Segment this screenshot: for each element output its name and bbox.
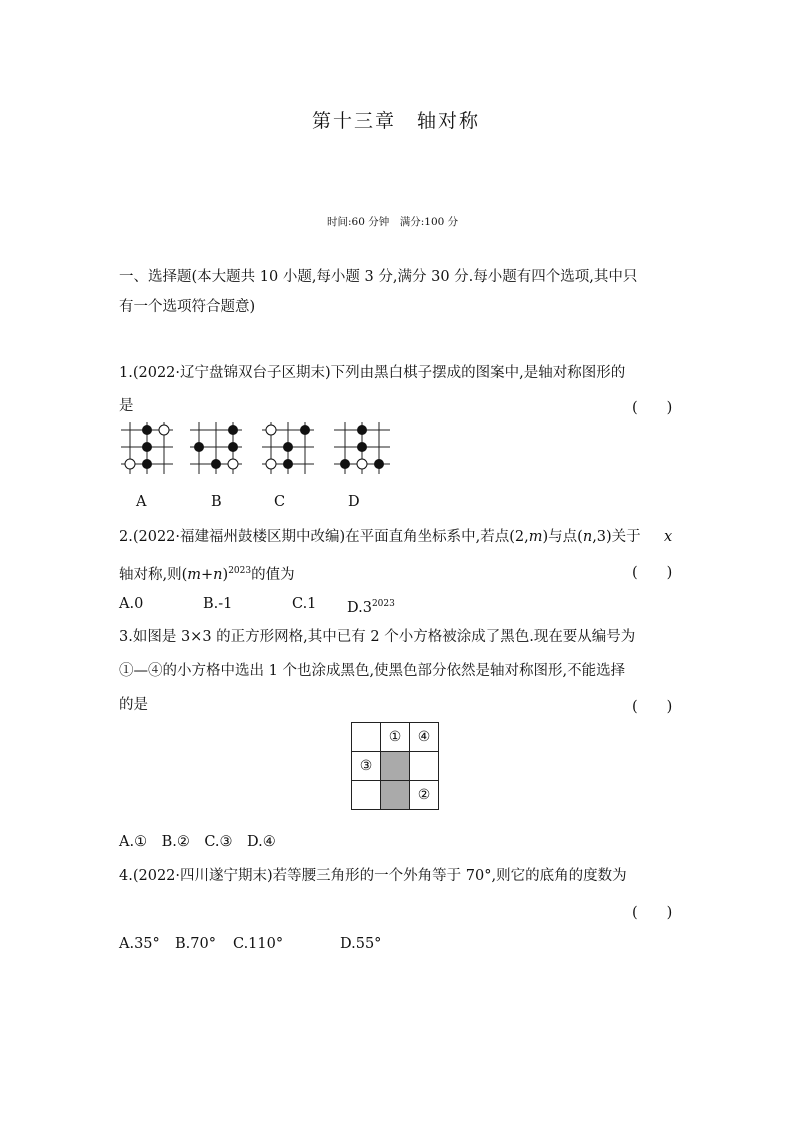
q3-stem-line3: 的是 — [119, 697, 148, 713]
grid-cell-3: ③ — [352, 752, 381, 781]
q4-option-a: A.35° — [119, 936, 160, 952]
q3-options: A.① B.② C.③ D.④ — [119, 834, 276, 850]
q2-option-d: $D.3^{2023}$ — [347, 599, 395, 616]
q3-stem-line1: 3.如图是 3×3 的正方形网格,其中已有 2 个小方格被涂成了黑色.现在要从编号为 — [119, 629, 636, 645]
q1-option-b-label: B — [211, 494, 222, 510]
q1-answer-blank: ( ) — [632, 400, 673, 416]
q2-variable-x: x — [664, 529, 673, 545]
time-score-info: 时间:60 分钟 满分:100 分 — [327, 216, 459, 228]
grid-cell — [352, 781, 381, 810]
section-heading-line1: 一、选择题(本大题共 10 小题,每小题 3 分,满分 30 分.每小题有四个选项,其中只 — [119, 269, 638, 285]
grid-cell-shaded — [381, 781, 410, 810]
q4-option-b: B.70° — [175, 936, 216, 952]
q2-stem-line2: 轴对称,则$(m+n)^{2023}$的值为 — [119, 566, 295, 583]
q2-answer-blank: ( ) — [632, 565, 673, 581]
section-heading-line2: 有一个选项符合题意) — [119, 299, 256, 315]
q1-option-d-figure — [332, 420, 392, 476]
grid-cell-4: ④ — [410, 723, 439, 752]
grid-cell-1: ① — [381, 723, 410, 752]
q4-option-c: C.110° — [233, 936, 284, 952]
q1-option-c-label: C — [274, 494, 286, 510]
grid-cell-shaded — [381, 752, 410, 781]
q3-stem-line2: ①—④的小方格中选出 1 个也涂成黑色,使黑色部分依然是轴对称图形,不能选择 — [119, 663, 626, 679]
q4-stem-line1: 4.(2022·四川遂宁期末)若等腰三角形的一个外角等于 70°,则它的底角的度数为 — [119, 868, 627, 884]
q1-option-a-label: A — [136, 494, 147, 510]
grid-cell — [352, 723, 381, 752]
q3-answer-blank: ( ) — [632, 699, 673, 715]
q4-answer-blank: ( ) — [632, 905, 673, 921]
grid-cell-2: ② — [410, 781, 439, 810]
q1-stem-line1: 1.(2022·辽宁盘锦双台子区期末)下列由黑白棋子摆成的图案中,是轴对称图形的 — [119, 365, 626, 381]
q1-option-c-figure — [260, 420, 316, 476]
q3-grid — [351, 722, 439, 810]
q1-option-a-figure — [119, 420, 175, 476]
q1-option-b-figure — [188, 420, 244, 476]
q2-option-b: B.-1 — [203, 596, 233, 612]
grid-cell — [410, 752, 439, 781]
q2-option-a: A.0 — [119, 596, 144, 612]
q2-option-c: C.1 — [292, 596, 317, 612]
q4-option-d: D.55° — [340, 936, 382, 952]
q2-stem-line1: 2.(2022·福建福州鼓楼区期中改编)在平面直角坐标系中,若点(2,m)与点(n,3)关于 — [119, 529, 641, 545]
q1-stem-line2: 是 — [119, 398, 134, 414]
q1-option-d-label: D — [348, 494, 360, 510]
page-title: 第十三章 轴对称 — [312, 110, 481, 132]
